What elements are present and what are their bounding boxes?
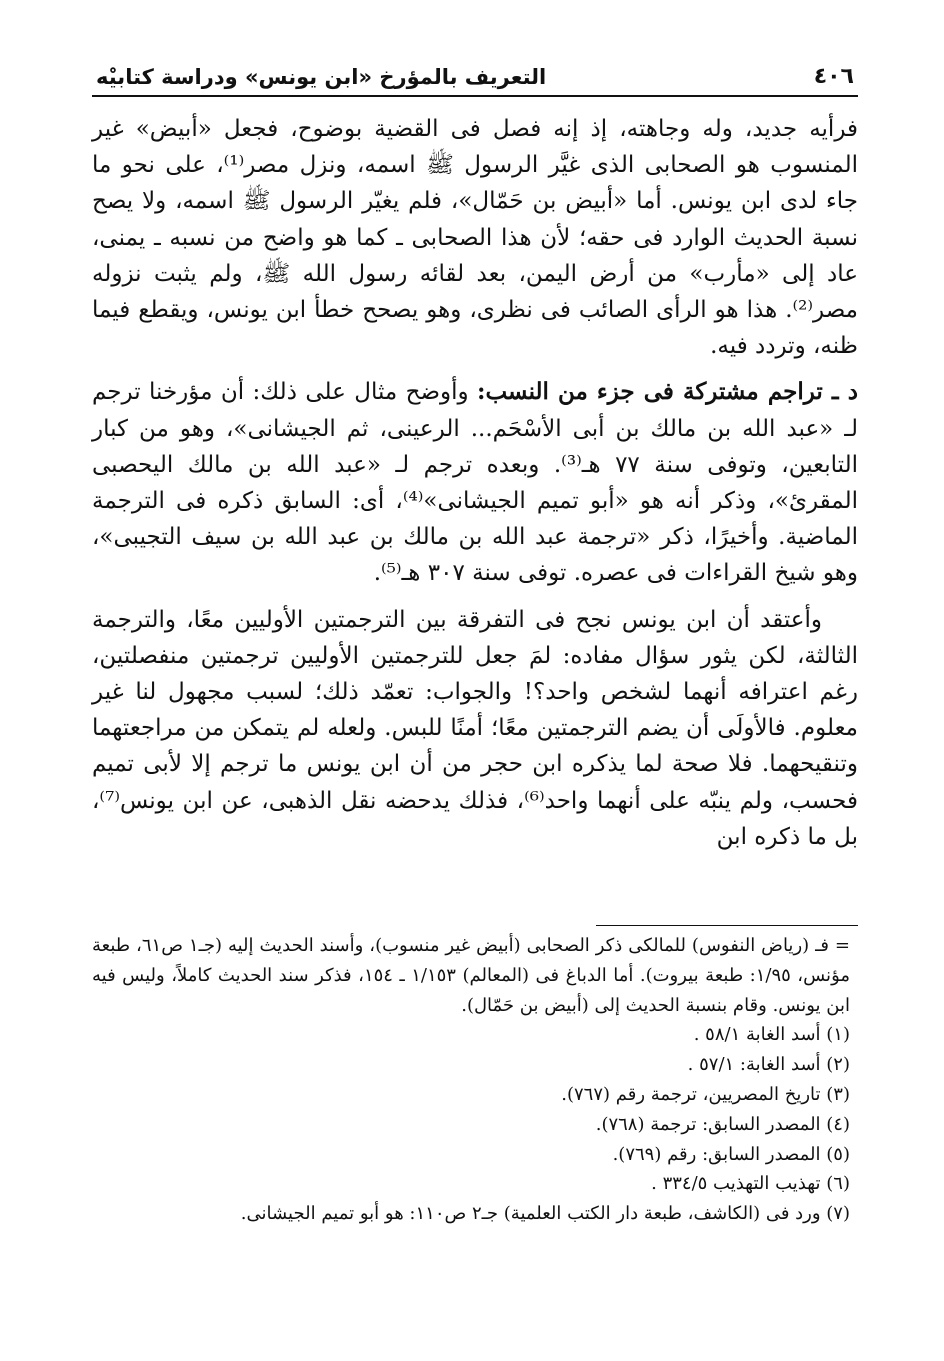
running-title: التعريف بالمؤرخ «ابن يونس» ودراسة كتابيْه [96, 65, 547, 89]
footnote-2: (٢) أسد الغابة: ٥٧/١ . [687, 1054, 850, 1076]
footnotes [92, 931, 850, 1229]
paragraph-2 [92, 374, 858, 591]
footnote-7: (٧) ورد فى (الكاشف، طبعة دار الكتب العلمية) جـ٢ ص١١٠: هو أبو تميم الجيشانى. [240, 1203, 850, 1225]
footnote-continuation: = فـ (رياض النفوس) للمالكى ذكر الصحابى (أبيض غير منسوب)، وأسند الحديث إليه (جـ١ ص٦١، طبعة مؤنس، ١/٩٥: طبعة بيروت). أما الدباغ فى (المعالم) ١/١٥٣ ـ ١٥٤، فذكر سند الحديث كاملاً، وليس فيه ابن يونس. وقام بنسبة الحديث إلى (أبيض بن حَمّال). [92, 935, 851, 1016]
paragraph-3: وأعتقد أن ابن يونس نجح فى التفرقة بين الترجمتين الأوليين معًا، والترجمة الثالثة، لكن يثور سؤال مفاده: لمَ جعل للترجمتين الأوليين ترجمتين منفصلتين، رغم اعترافه أنهما لشخص واحد؟! والجواب: تعمّد ذلك؛ لسبب مجهول لنا غير معلوم. فالأولَى أن يضم الترجمتين معًا؛ أمنًا للبس. ولعله لم يتمكن من مراجعتهما وتنقيحهما. فلا صحة لما يذكره ابن حجر من أن ابن يونس ما ترجم إلا لأبى تميم فحسب، ولم ينبّه على أنهما واحد⁽⁶⁾، فذلك يدحضه نقل الذهبى، عن ابن يونس⁽⁷⁾، بل ما ذكره ابن [92, 606, 858, 850]
paragraph-1: فرأيه جديد، وله وجاهته، إذ إنه فصل فى القضية بوضوح، فجعل «أبيض» غير المنسوب هو الصحابى الذى غيَّر الرسول ﷺ اسمه، ونزل مصر⁽¹⁾، على نحو ما جاء لدى ابن يونس. أما «أبيض بن حَمّال»، فلم يغيّر الرسول ﷺ اسمه، ولا يصح نسبة الحديث الوارد فى حقه؛ لأن هذا الصحابى ـ كما هو واضح من نسبه ـ يمنى، عاد إلى «مأرب» من أرض اليمن، بعد لقائه رسول الله ﷺ، ولم يثبت نزوله مصر⁽²⁾. هذا هو الرأى الصائب فى نظرى، وهو يصحح خطأ ابن يونس، ويقطع فيما ظنه، وتردد فيه. [92, 116, 858, 360]
footnote-5: (٥) المصدر السابق: رقم (٧٦٩). [612, 1143, 850, 1165]
header-rule [92, 95, 858, 97]
page-number: ٤٠٦ [813, 64, 854, 89]
main-text [92, 111, 858, 855]
footnote-6: (٦) تهذيب التهذيب ٣٣٤/٥ . [651, 1173, 850, 1195]
paragraph-2-text: وأوضح مثال على ذلك: أن مؤرخنا ترجم لـ «عبد الله بن مالك بن أبى الأسْحَم... الرعينى، ثم الجيشانى»، وهو من كبار التابعين، وتوفى سنة ٧٧ هـ⁽³⁾. وبعده ترجم لـ «عبد الله بن مالك اليحصبى المقرئ»، وذكر أنه هو «أبو تميم الجيشانى»⁽⁴⁾، أى: السابق ذكره فى الترجمة الماضية. وأخيرًا، ذكر «ترجمة عبد الله بن مالك بن عبد الله بن سيف التجيبى»، وهو شيخ القراءات فى عصره. توفى سنة ٣٠٧ هـ⁽⁵⁾. [92, 379, 859, 587]
section-heading-d: د ـ تراجم مشتركة فى جزء من النسب: [476, 378, 858, 406]
footnote-1: (١) أسد الغابة ٥٨/١ . [693, 1024, 850, 1046]
footnote-separator [596, 925, 858, 926]
footnote-3: (٣) تاريخ المصريين، ترجمة رقم (٧٦٧). [561, 1083, 850, 1105]
running-header [96, 58, 854, 92]
footnote-4: (٤) المصدر السابق: ترجمة (٧٦٨). [595, 1113, 850, 1135]
